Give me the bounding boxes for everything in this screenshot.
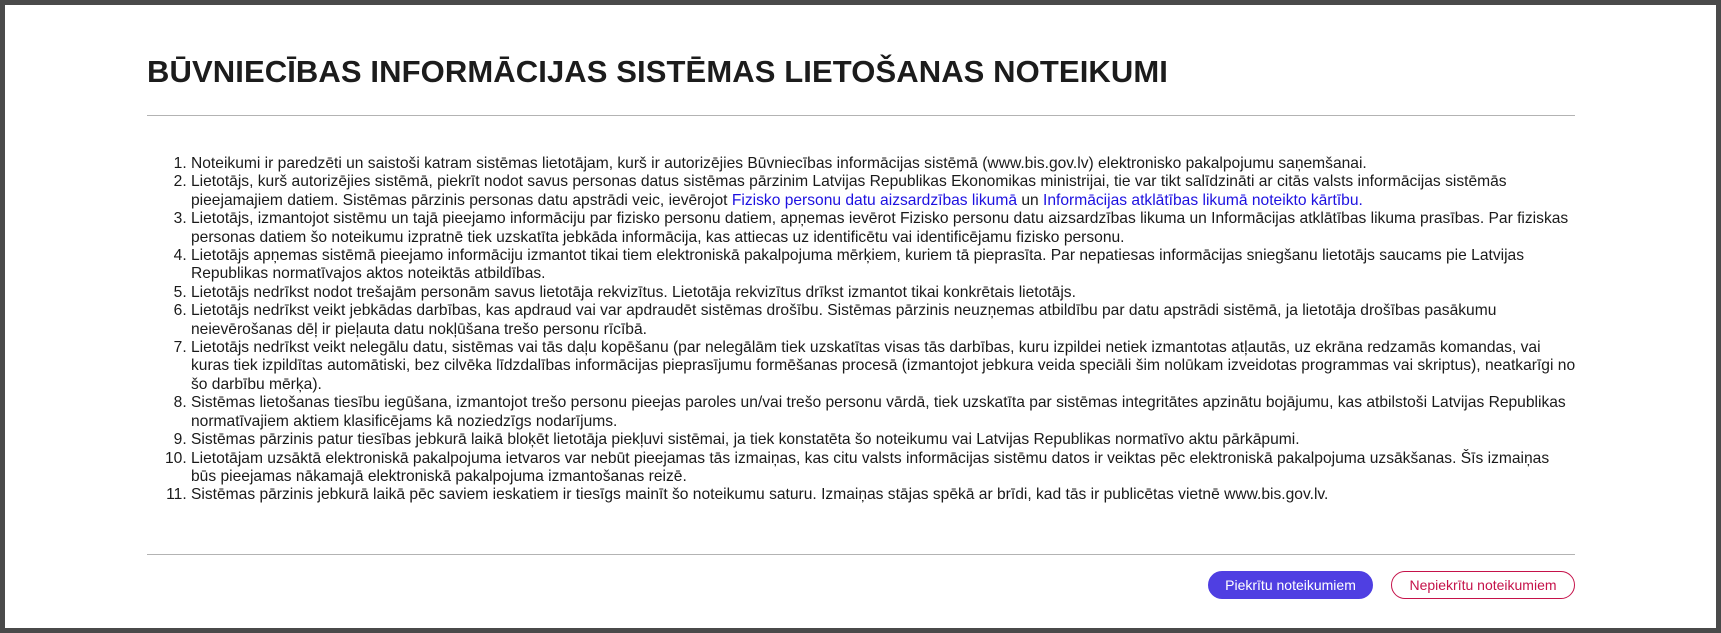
list-item: 4. Lietotājs apņemas sistēmā pieejamo informāciju izmantot tikai tiem elektroniskā pakalpojuma mērķiem, kuriem tā pieprasīta. Par nepatiesas informācijas sniegšanu lietotājs saucams pie Latvijas Republikas normatīvajos aktos noteiktās atbildības. xyxy=(191,247,1577,284)
list-item: 7. Lietotājs nedrīkst veikt nelegālu datu, sistēmas vai tās daļu kopēšanu (par nelegālām tiek uzskatītas visas tās darbības, kuru izpildei netiek izmantotas atļautās, uz ekrāna redzamās komandas, vai kuras tiek izpildītas automātiski, bez cilvēka līdzdalības informācijas pieprasījumu formēšanas procesā (izmantojot jebkura veida speciāli šim nolūkam izveidotas programmas vai skriptus), neatkarīgi no šo darbību mērķa). xyxy=(191,339,1577,394)
accept-terms-button[interactable]: Piekrītu noteikumiem xyxy=(1208,571,1373,599)
list-item: 9. Sistēmas pārzinis patur tiesības jebkurā laikā bloķēt lietotāja piekļuvi sistēmai, ja tiek konstatēta šo noteikumu vai Latvijas Republikas normatīvo aktu pārkāpumi. xyxy=(191,431,1577,449)
list-item: 11. Sistēmas pārzinis jebkurā laikā pēc saviem ieskatiem ir tiesīgs mainīt šo noteikumu saturu. Izmaiņas stājas spēkā ar brīdi, kad tās ir publicētas vietnē www.bis.gov.lv. xyxy=(191,486,1577,504)
list-item: 1. Noteikumi ir paredzēti un saistoši katram sistēmas lietotājam, kurš ir autorizējies Būvniecības informācijas sistēmā (www.bis.gov.lv) elektronisko pakalpojumu saņemšanai. xyxy=(191,155,1577,173)
title-divider xyxy=(147,115,1575,116)
terms-dialog xyxy=(5,5,1716,628)
list-item xyxy=(191,173,1577,210)
list-item: 8. Sistēmas lietošanas tiesību iegūšana, izmantojot trešo personu pieejas paroles un/vai trešo personu vārdā, tiek uzskatīta par sistēmas integritātes apzinātu bojājumu, kas atbilstoši Latvijas Republikas normatīvajiem aktiem klasificējams kā noziedzīgs nodarījums. xyxy=(191,394,1577,431)
list-item: 5. Lietotājs nedrīkst nodot trešajām personām savus lietotāja rekvizītus. Lietotāja rekvizītus drīkst izmantot tikai konkrētais lietotājs. xyxy=(191,284,1577,302)
term-text: un xyxy=(1017,191,1044,209)
information-disclosure-law-link[interactable]: Informācijas atklātības likumā noteikto kārtību. xyxy=(1043,191,1363,209)
data-protection-law-link[interactable]: Fizisko personu datu aizsardzības likumā xyxy=(731,191,1017,209)
terms-list xyxy=(147,155,1577,505)
footer-divider xyxy=(147,554,1575,555)
list-item: 10. Lietotājam uzsāktā elektroniskā pakalpojuma ietvaros var nebūt pieejamas tās izmaiņas, kas citu valsts informācijas sistēmu datos ir veiktas pēc elektroniskā pakalpojuma uzsākšanas. Šīs izmaiņas būs pieejamas nākamajā elektroniskā pakalpojuma izmantošanas reizē. xyxy=(191,450,1577,487)
page-title: BŪVNIECĪBAS INFORMĀCIJAS SISTĒMAS LIETOŠANAS NOTEIKUMI xyxy=(147,54,1169,89)
term-text: Lietotājs, kurš autorizējies sistēmā, piekrīt nodot savus personas datus sistēmas pārzinim Latvijas Republikas Ekonomikas ministrijai, tie var tikt salīdzināti ar citās valsts informācijas sistēmās pieejamajiem datiem. Sistēmas pārzinis personas datu apstrādi veic, ievērojot xyxy=(191,173,1507,209)
list-item: 3. Lietotājs, izmantojot sistēmu un tajā pieejamo informāciju par fizisko personu datiem, apņemas ievērot Fizisko personu datu aizsardzības likuma un Informācijas atklātības likuma prasības. Par fiziskas personas datiem šo noteikumu izpratnē tiek uzskatīta jebkāda informācija, kas attiecas uz identificētu vai identificējamu fizisko personu. xyxy=(191,210,1577,247)
list-item: 6. Lietotājs nedrīkst veikt jebkādas darbības, kas apdraud vai var apdraudēt sistēmas drošību. Sistēmas pārzinis neuzņemas atbildību par datu apstrādi sistēmā, ja lietotāja drošības pasākumu neievērošanas dēļ ir pieļauta datu nokļūšana trešo personu rīcībā. xyxy=(191,302,1577,339)
decline-terms-button[interactable]: Nepiekrītu noteikumiem xyxy=(1391,571,1575,599)
